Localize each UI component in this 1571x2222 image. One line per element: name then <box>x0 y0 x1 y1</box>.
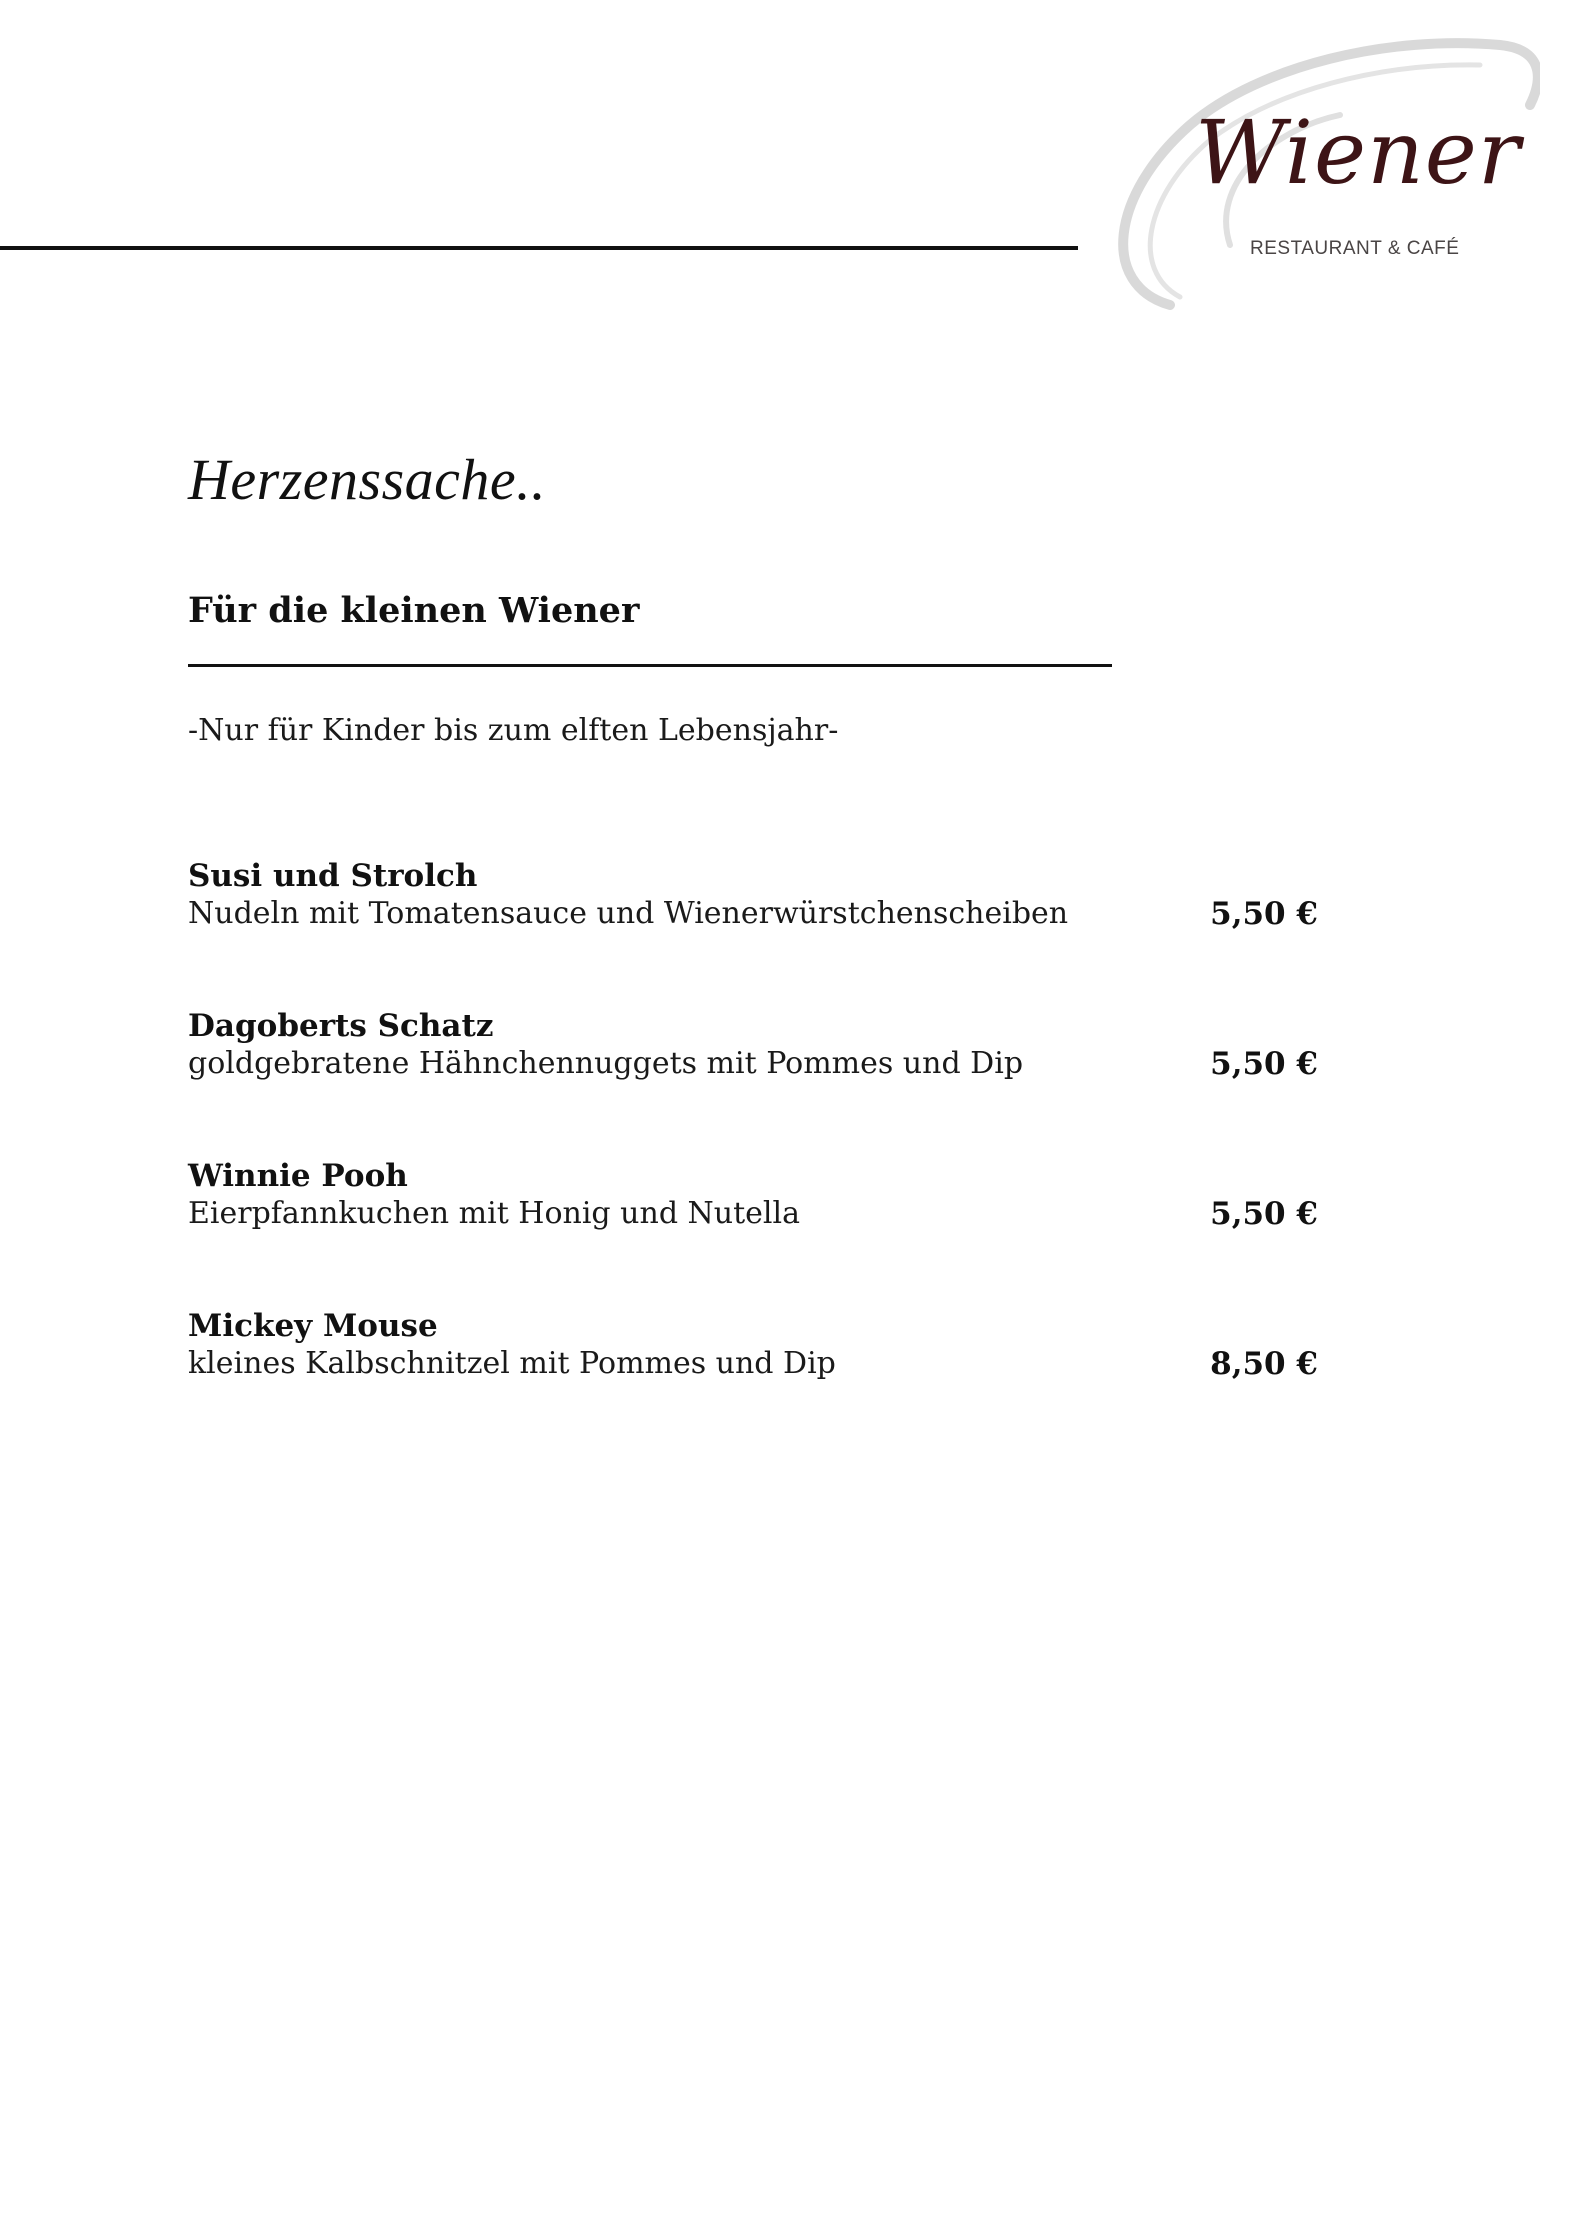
logo-subtitle: RESTAURANT & CAFÉ <box>1250 238 1460 259</box>
logo-wordmark: Wiener <box>1195 101 1521 204</box>
menu-item-dagoberts-schatz <box>188 1007 1318 1157</box>
menu-item-price: 5,50 € <box>1210 1196 1318 1232</box>
menu-item-name: Dagoberts Schatz <box>188 1008 494 1044</box>
menu-item-name: Mickey Mouse <box>188 1308 438 1344</box>
section-heading: Für die kleinen Wiener <box>188 590 640 631</box>
header-rule <box>0 246 1078 250</box>
menu-item-description: goldgebratene Hähnchennuggets mit Pommes und Dip <box>188 1046 1024 1081</box>
menu-item-price: 8,50 € <box>1210 1346 1318 1382</box>
menu-item-description: kleines Kalbschnitzel mit Pommes und Dip <box>188 1346 836 1381</box>
menu-item-price: 5,50 € <box>1210 1046 1318 1082</box>
menu-item-name: Winnie Pooh <box>188 1158 408 1194</box>
page-title: Herzenssache.. <box>188 447 547 512</box>
menu-item-susi-und-strolch <box>188 857 1318 1007</box>
menu-item-price: 5,50 € <box>1210 896 1318 932</box>
restaurant-logo <box>1060 35 1540 315</box>
menu-item-winnie-pooh <box>188 1157 1318 1307</box>
menu-item-description: Nudeln mit Tomatensauce und Wienerwürstchenscheiben <box>188 896 1069 931</box>
menu-item-name: Susi und Strolch <box>188 858 478 894</box>
menu-item-description: Eierpfannkuchen mit Honig und Nutella <box>188 1196 801 1231</box>
menu-item-mickey-mouse <box>188 1307 1318 1457</box>
menu-list <box>188 857 1318 1457</box>
age-note: -Nur für Kinder bis zum elften Lebensjahr- <box>188 713 839 748</box>
section-divider <box>188 664 1112 667</box>
